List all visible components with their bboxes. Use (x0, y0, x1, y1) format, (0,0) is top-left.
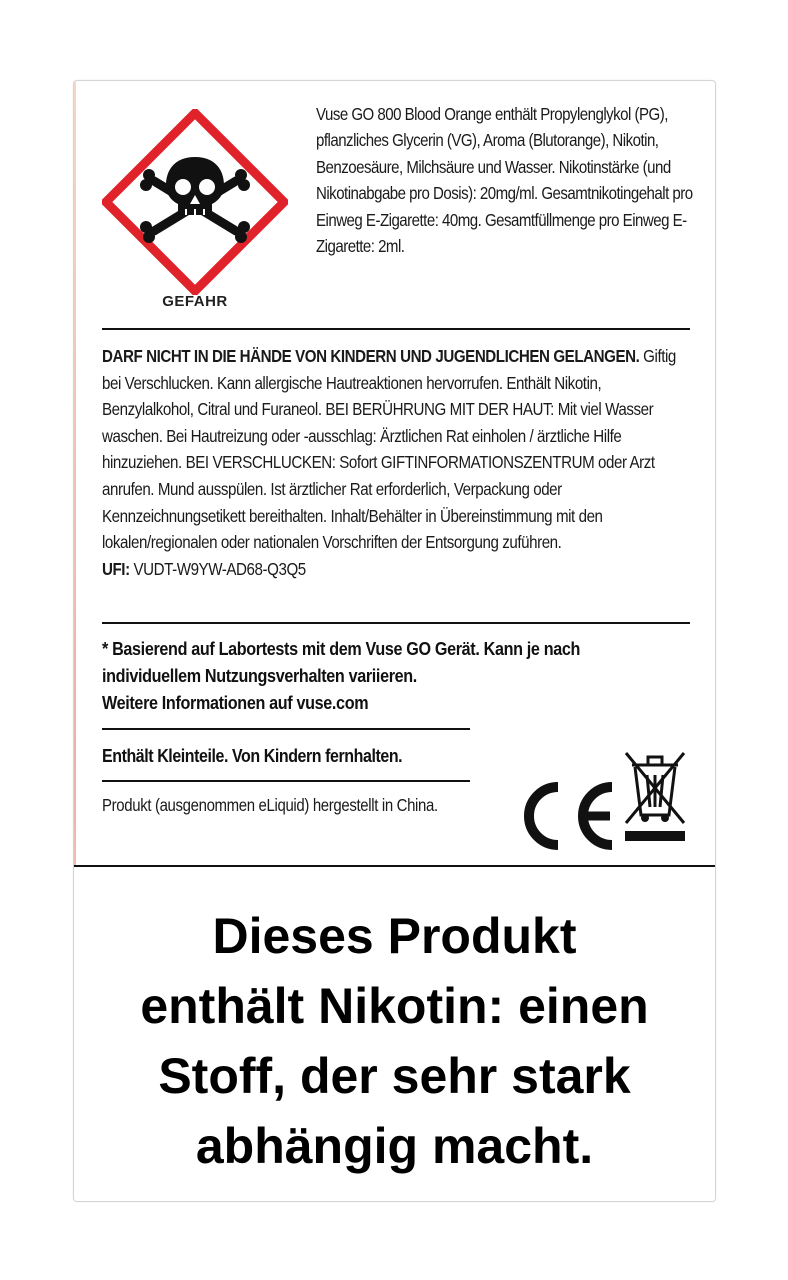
hazard-signal-word: GEFAHR (162, 293, 228, 310)
more-info-text: Weitere Informationen auf vuse.com (102, 692, 369, 713)
health-warning-text (74, 901, 715, 1181)
crossed-bin-icon (622, 749, 688, 845)
skull-crossbones-icon (102, 109, 288, 295)
ce-mark-icon (518, 781, 618, 851)
product-label-card (73, 80, 716, 1202)
divider-middle (102, 622, 690, 624)
divider-top (102, 328, 690, 330)
ufi-code: VUDT-W9YW-AD68-Q3Q5 (133, 558, 306, 579)
ufi-label: UFI: (102, 558, 130, 579)
divider-small-parts (102, 780, 470, 782)
ingredients-text: Vuse GO 800 Blood Orange enthält Propylenglykol (PG), pflanzliches Glycerin (VG), Aroma (Blutorange), Nikotin, Benzoesäure, Milchsäure und Wasser. Nikotinstärke (und Nikotinabgabe pro Dosis): 20mg/ml. Gesamtnikotingehalt pro Einweg E-Zigarette: 40mg. Gesamtfüllmenge pro Einweg E-Zigarette: 2ml. (316, 104, 693, 257)
warning-body: Giftig bei Verschlucken. Kann allergische Hautreaktionen hervorrufen. Enthält Nikotin, Benzylalkohol, Citral und Furaneol. BEI BERÜHRUNG MIT DER HAUT: Mit viel Wasser waschen. Bei Hautreizung oder -ausschlag: Ärztlichen Rat einholen / ärztliche Hilfe hinzuziehen. BEI VERSCHLUCKEN: Sofort GIFTINFORMATIONSZENTRUM oder Arzt anrufen. Mund ausspülen. Ist ärztlicher Rat erforderlich, Verpackung oder Kennzeichnungsetikett bereithalten. Inhalt/Behälter in Übereinstimmung mit den lokalen/regionalen oder nationalen Vorschriften der Entsorgung zuführen. (102, 346, 676, 553)
health-warning-line-2: enthält Nikotin: einen (140, 978, 649, 1034)
origin-text: Produkt (ausgenommen eLiquid) hergestellt in China. (102, 795, 438, 815)
lab-test-note (102, 635, 652, 716)
safety-warning (102, 343, 680, 582)
divider-note (102, 728, 470, 730)
lab-test-note-text: * Basierend auf Labortests mit dem Vuse GO Gerät. Kann je nach individuellem Nutzungsverhalten variieren. (102, 638, 581, 686)
health-warning-line-4: abhängig macht. (195, 1118, 594, 1174)
health-warning-line-1: Dieses Produkt (212, 908, 577, 964)
health-warning-panel (74, 865, 715, 1202)
warning-lead: DARF NICHT IN DIE HÄNDE VON KINDERN UND JUGENDLICHEN GELANGEN. (102, 346, 640, 366)
health-warning-line-3: Stoff, der sehr stark (158, 1048, 631, 1104)
small-parts-warning: Enthält Kleinteile. Von Kindern fernhalten. (102, 745, 403, 766)
